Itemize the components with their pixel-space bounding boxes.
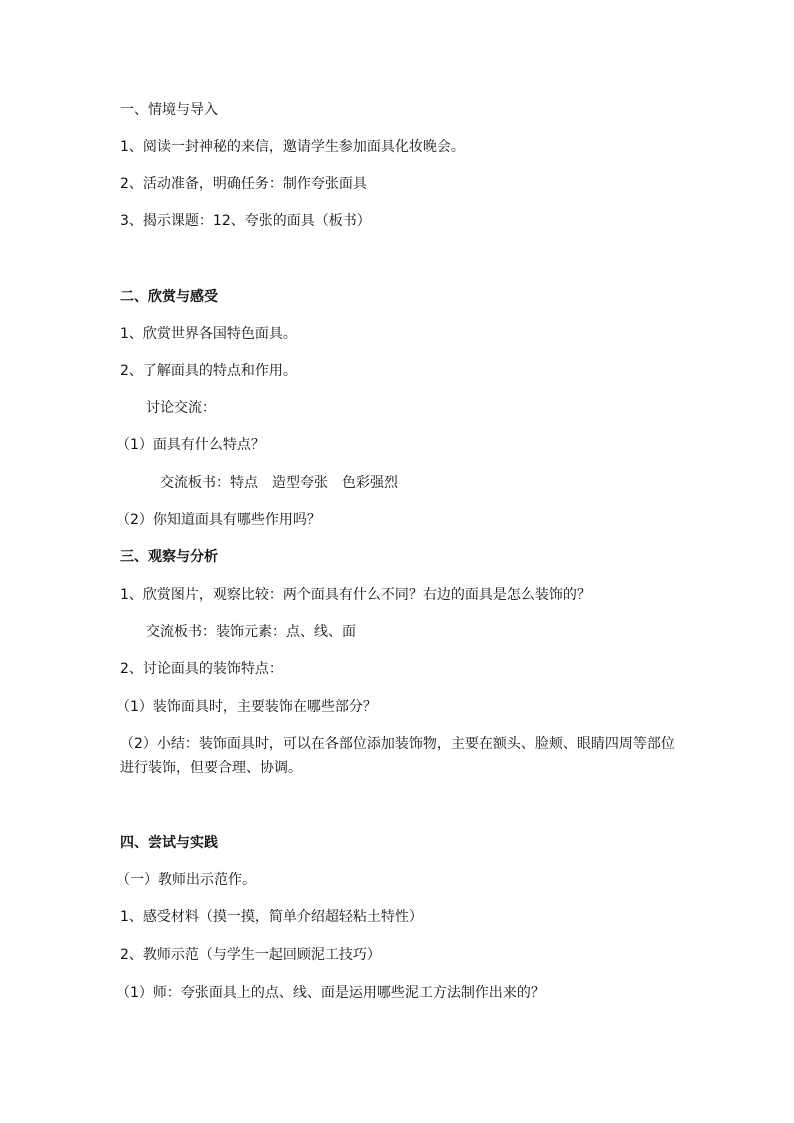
section-heading-4: 四、尝试与实践 — [120, 835, 218, 851]
paragraph: （1）师：夸张面具上的点、线、面是运用哪些泥工方法制作出来的？ — [116, 985, 545, 1001]
paragraph: （1）面具有什么特点？ — [116, 437, 265, 453]
paragraph: 2、讨论面具的装饰特点： — [120, 661, 283, 677]
paragraph: 2、了解面具的特点和作用。 — [120, 363, 297, 379]
paragraph: 讨论交流： — [146, 400, 216, 416]
board-note: 交流板书：装饰元素：点、线、面 — [146, 624, 356, 640]
paragraph: （1）装饰面具时，主要装饰在哪些部分？ — [116, 699, 377, 715]
paragraph: 2、活动准备，明确任务：制作夸张面具 — [120, 176, 367, 192]
paragraph: 3、揭示课题：12、夸张的面具（板书） — [120, 213, 371, 229]
paragraph: 1、欣赏世界各国特色面具。 — [120, 326, 297, 342]
paragraph-summary: （2）小结：装饰面具时，可以在各部位添加装饰物，主要在额头、脸颊、眼睛四周等部位进行装饰，但要合理、协调。 — [120, 736, 675, 776]
paragraph: （一）教师出示范作。 — [116, 872, 256, 888]
section-heading-3: 三、观察与分析 — [120, 549, 218, 565]
paragraph: 1、欣赏图片，观察比较：两个面具有什么不同？右边的面具是怎么装饰的？ — [120, 587, 591, 603]
section-heading-2: 二、欣赏与感受 — [120, 289, 218, 305]
paragraph: 1、感受材料（摸一摸，简单介绍超轻粘土特性） — [120, 909, 423, 925]
section-heading-1: 一、情境与导入 — [120, 102, 218, 118]
paragraph: 2、教师示范（与学生一起回顾泥工技巧） — [120, 947, 381, 963]
paragraph: （2）你知道面具有哪些作用吗？ — [116, 512, 321, 528]
paragraph: 1、阅读一封神秘的来信，邀请学生参加面具化妆晚会。 — [120, 139, 465, 155]
board-note: 交流板书：特点 造型夸张 色彩强烈 — [160, 475, 398, 491]
